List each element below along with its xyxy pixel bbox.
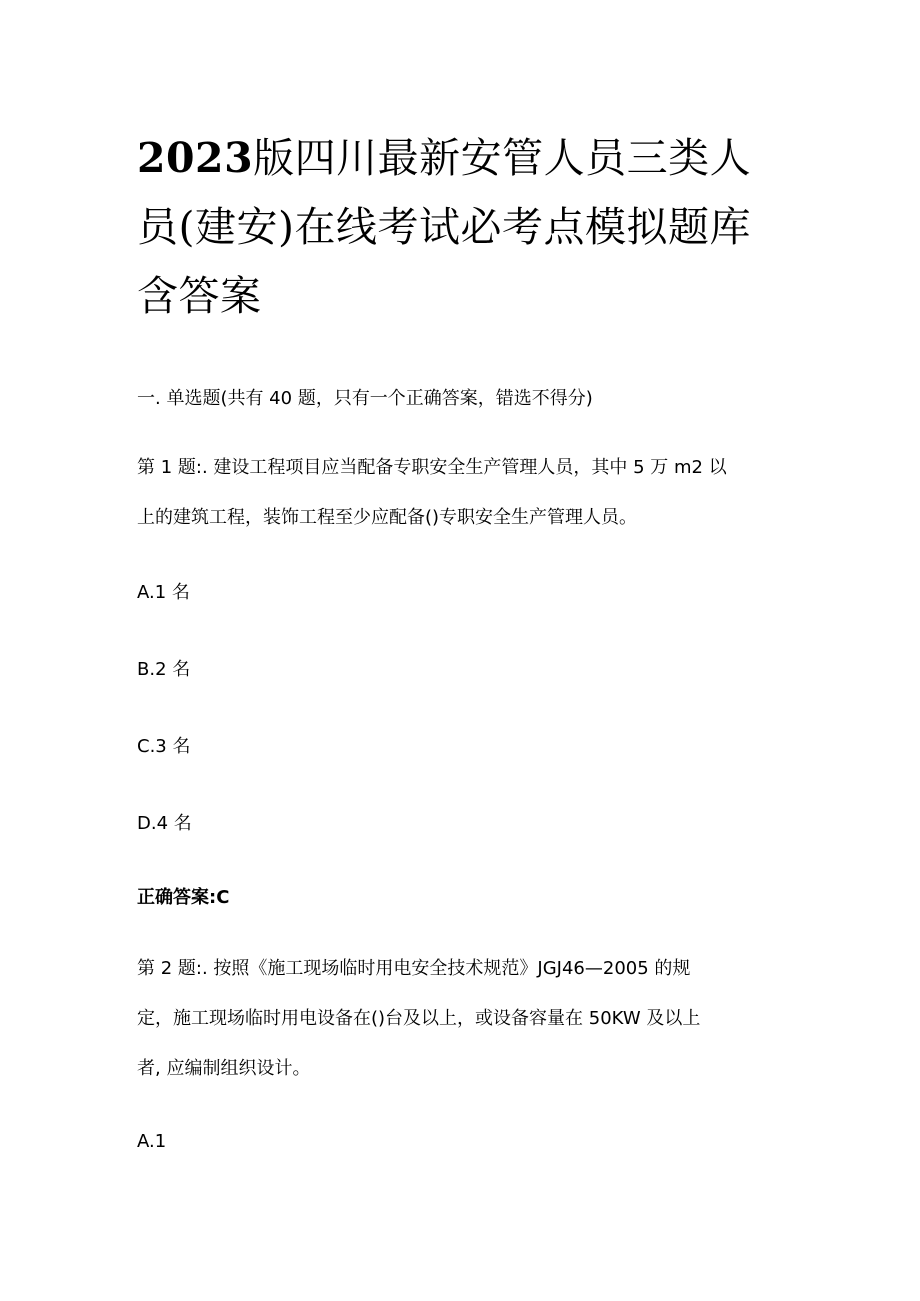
question-1-answer: 正确答案:C bbox=[137, 887, 230, 908]
title-line-1 bbox=[137, 124, 787, 193]
question-1-stem-line-1: 第 1 题:. 建设工程项目应当配备专职安全生产管理人员，其中 5 万 m2 以 bbox=[137, 457, 727, 478]
question-2-stem-line-2: 定，施工现场临时用电设备在()台及以上，或设备容量在 50KW 及以上 bbox=[137, 1008, 701, 1029]
question-1-option-a: A.1 名 bbox=[137, 582, 190, 603]
question-2-option-a: A.1 bbox=[137, 1131, 167, 1152]
question-1-stem bbox=[137, 443, 797, 543]
question-2-stem-line-3: 者, 应编制组织设计。 bbox=[137, 1058, 311, 1079]
document-title bbox=[137, 124, 787, 331]
question-1-option-b: B.2 名 bbox=[137, 659, 191, 680]
question-1-option-d: D.4 名 bbox=[137, 813, 192, 834]
title-line-2: 员(建安)在线考试必考点模拟题库 bbox=[137, 203, 751, 251]
title-line-3: 含答案 bbox=[137, 272, 262, 320]
section-heading: 一. 单选题(共有 40 题，只有一个正确答案，错选不得分) bbox=[137, 388, 593, 409]
question-2-stem bbox=[137, 944, 797, 1094]
question-1-stem-line-2: 上的建筑工程，装饰工程至少应配备()专职安全生产管理人员。 bbox=[137, 507, 638, 528]
question-1-option-c: C.3 名 bbox=[137, 736, 191, 757]
title-line-1-text: 版四川最新安管人员三类人 bbox=[253, 134, 752, 182]
question-2-stem-line-1: 第 2 题:. 按照《施工现场临时用电安全技术规范》JGJ46—2005 的规 bbox=[137, 958, 691, 979]
title-year: 2023 bbox=[137, 134, 254, 182]
